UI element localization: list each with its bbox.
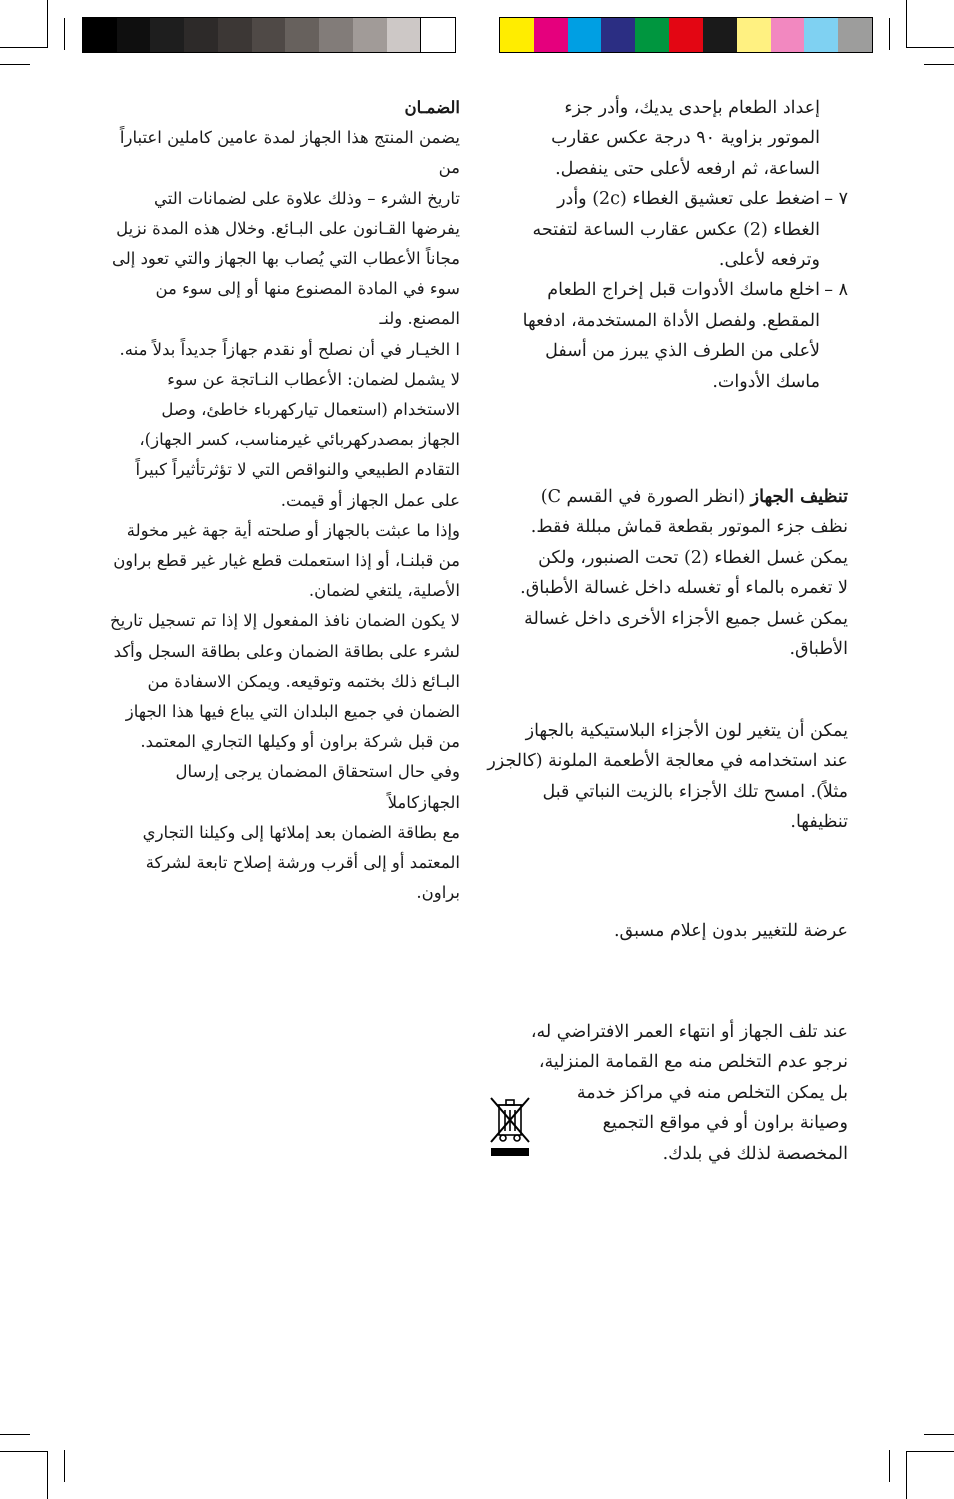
cleaning-title: تنظيف الجهاز	[750, 487, 848, 507]
crop-mark-top-left-h2	[0, 64, 30, 65]
step-8-number: ٨ –	[824, 280, 848, 301]
color-swatch	[703, 18, 737, 52]
crop-mark-bottom-right-h	[906, 1451, 954, 1452]
text-line: بل يمكن التخلص منه في مراكز خدمة	[576, 1082, 848, 1103]
text-line: من قبل شركة براون أو وكيلها التجاري المعتمد.	[140, 732, 460, 752]
color-swatch	[737, 18, 771, 52]
color-swatch	[534, 18, 568, 52]
step-7	[486, 184, 848, 275]
disposal-section	[486, 1017, 848, 1169]
step-8	[486, 275, 848, 397]
gray-swatch	[319, 18, 353, 52]
text-line: وترفعه لأعلى.	[718, 250, 820, 271]
crop-mark-top-right-h2	[924, 64, 954, 65]
text-line: لشرء على بطاقة الضمان وعلى بطاقة السجل وأكد	[113, 641, 460, 661]
text-line: مثلاً). امسح تلك الأجزاء بالزيت النباتي قبل	[542, 781, 848, 802]
text-line: اخلع ماسك الأدوات قبل إخراج الطعام	[547, 280, 820, 301]
text-line: الأطباق.	[789, 639, 848, 660]
text-line: الاستخدام (استعمال تياركهرباء خاطئ، وصل	[161, 400, 460, 420]
right-column	[486, 93, 848, 397]
text-line: يمكن أن يتغير لون الأجزاء البلاستيكية بالجهاز	[525, 721, 848, 741]
text-line: الأصلية، يلتغي لضمان.	[308, 581, 460, 601]
text-line: التقادم الطبيعي والنواقص التي لا تؤثرتأثيراً كبيراً	[135, 460, 460, 480]
text-line: ا الخيـار في أن نصلح أو نقدم جهازاً جديداً بدلاً منه.	[119, 339, 460, 359]
text-line: عند تلف الجهاز أو انتهاء العمر الافتراضي له،	[530, 1022, 848, 1042]
text-line: تاريخ الشرء – وذلك علاوة على لضمانات التي	[154, 188, 460, 208]
gray-swatch	[252, 18, 286, 52]
crop-mark-bottom-left-v	[47, 1451, 48, 1499]
crop-mark-top-right-v2	[889, 18, 890, 50]
text-line: إعداد الطعام بإحدى يديك، وأدر جزء	[564, 98, 820, 118]
color-swatch	[500, 18, 534, 52]
color-calibration-bar	[499, 17, 873, 53]
gray-swatch	[353, 18, 387, 52]
text-line: نظف جزء الموتور بقطعة قماش مبللة فقط.	[530, 517, 848, 538]
text-line: الجهاز بمصدركهربائي غيرمناسب، كسر الجهاز)،	[139, 430, 460, 450]
text-line: وفي حال استحقاق المضمان يرجى إرسال الجهازكاملاً	[175, 762, 460, 812]
text-line: سوء في المادة المصنوع منها أو إلى سوء من المصنع. ولنـ	[155, 279, 460, 329]
crop-mark-bottom-left-h	[0, 1451, 48, 1452]
text-line: تنظيفها.	[790, 812, 848, 833]
crop-mark-top-right-h	[906, 47, 954, 48]
crossed-bin-icon	[488, 1095, 532, 1157]
text-line: عند استخدامه في معالجة الأطعمة الملونة (كالجزر	[487, 751, 848, 772]
text-line: الساعة، ثم ارفعه لأعلى حتى ينفصل.	[555, 158, 820, 179]
notice-text: عرضة للتغيير بدون إعلام مسبق.	[613, 921, 848, 941]
grayscale-calibration-bar	[82, 17, 456, 53]
crop-mark-top-left-v2	[64, 18, 65, 50]
crop-mark-bottom-right-v	[906, 1451, 907, 1499]
crop-mark-bottom-left-h2	[0, 1434, 30, 1435]
color-swatch	[804, 18, 838, 52]
crop-mark-top-right-v	[906, 0, 907, 48]
warranty-body	[98, 123, 460, 908]
text-line: من قبلنـا، أو إذا استعملت قطع غيار غير قطع براون	[113, 551, 460, 571]
text-line: لا يكون الضمان نافذ المفعول إلا إذا تم تسجيل تاريخ	[109, 611, 460, 631]
color-swatch	[568, 18, 602, 52]
text-line: وإذا ما عبثت بالجهاز أو صلحته أية جهة غير مخولة	[126, 520, 460, 540]
text-line: يمكن غسل جميع الأجزاء الأخرى داخل غسالة	[524, 608, 848, 629]
text-line: مجاناً الأعطاب التي يُصاب بها الجهاز والتي تعود إلى	[111, 249, 460, 269]
gray-swatch	[387, 18, 421, 52]
text-line: البـائع ذلك بختمه وتوقيعه. ويمكن الاسفادة من	[147, 671, 460, 691]
discoloration-section	[486, 716, 848, 838]
gray-swatch	[285, 18, 319, 52]
text-line: لا تغمره بالماء أو تغسله داخل غسالة الأطباق.	[520, 578, 848, 599]
text-line: يمكن غسل الغطاء (2) تحت الصنبور، ولكن	[538, 547, 848, 568]
crop-mark-bottom-right-h2	[924, 1434, 954, 1435]
text-line: مع بطاقة الضمان بعد إملائها إلى وكيلنا التجاري	[142, 822, 460, 842]
cleaning-title-note: (انظر الصورة في القسم C)	[540, 487, 746, 507]
crop-mark-bottom-right-v2	[889, 1450, 890, 1482]
crop-mark-top-left-v	[47, 0, 48, 48]
color-swatch	[771, 18, 805, 52]
text-line: لأعلى من الطرف الذي يبرز من أسفل	[545, 341, 820, 362]
cleaning-section	[486, 482, 848, 664]
gray-swatch	[184, 18, 218, 52]
gray-swatch	[83, 18, 117, 52]
text-line: على عمل الجهاز أو قيمت.	[280, 490, 460, 510]
gray-swatch	[150, 18, 184, 52]
text-line: الضمان في جميع البلدان التي يباع فيها هذا الجهاز	[125, 702, 460, 722]
step-7-number: ٧ –	[824, 189, 848, 210]
text-line: المعتمد أو إلى أقرب ورشة إصلاح تابعة لشركة براون.	[145, 853, 460, 903]
gray-swatch	[117, 18, 151, 52]
text-line: المقطع. ولفصل الأداة المستخدمة، ادفعها	[522, 310, 820, 331]
step-6-continued	[486, 93, 848, 184]
gray-swatch	[218, 18, 252, 52]
color-swatch	[601, 18, 635, 52]
color-swatch	[838, 18, 872, 52]
crop-mark-bottom-left-v2	[64, 1450, 65, 1482]
color-swatch	[635, 18, 669, 52]
text-line: الغطاء (2) عكس عقارب الساعة لتفتحه	[532, 219, 820, 240]
cleaning-heading	[486, 482, 848, 512]
warranty-section	[98, 93, 460, 908]
text-line: المخصصة لذلك في بلدك.	[662, 1143, 848, 1164]
text-line: وصيانة براون أو في مواقع التجميع	[602, 1113, 848, 1134]
text-line: لا يشمل لضمان: الأعطاب النـاتجة عن سوء	[167, 369, 460, 389]
text-line: نرجو عدم التخلص منه مع القمامة المنزلية،	[538, 1052, 848, 1073]
color-swatch	[669, 18, 703, 52]
gray-swatch	[420, 18, 455, 52]
crop-mark-top-left-h	[0, 47, 48, 48]
text-line: يفرضها القـانون على البـائع. وخلال هذه المدة نزيل	[116, 218, 460, 238]
text-line: ماسك الأدوات.	[712, 371, 820, 392]
text-line: يضمن المنتج هذا الجهاز لمدة عامين كاملين اعتباراً من	[119, 128, 460, 178]
text-line: الموتور بزاوية ٩٠ درجة عكس عقارب	[551, 128, 820, 149]
warranty-title: الضمـان	[404, 98, 460, 117]
change-notice	[486, 916, 848, 946]
text-line: اضغط على تعشيق الغطاء (2c) وأدر	[557, 189, 820, 210]
